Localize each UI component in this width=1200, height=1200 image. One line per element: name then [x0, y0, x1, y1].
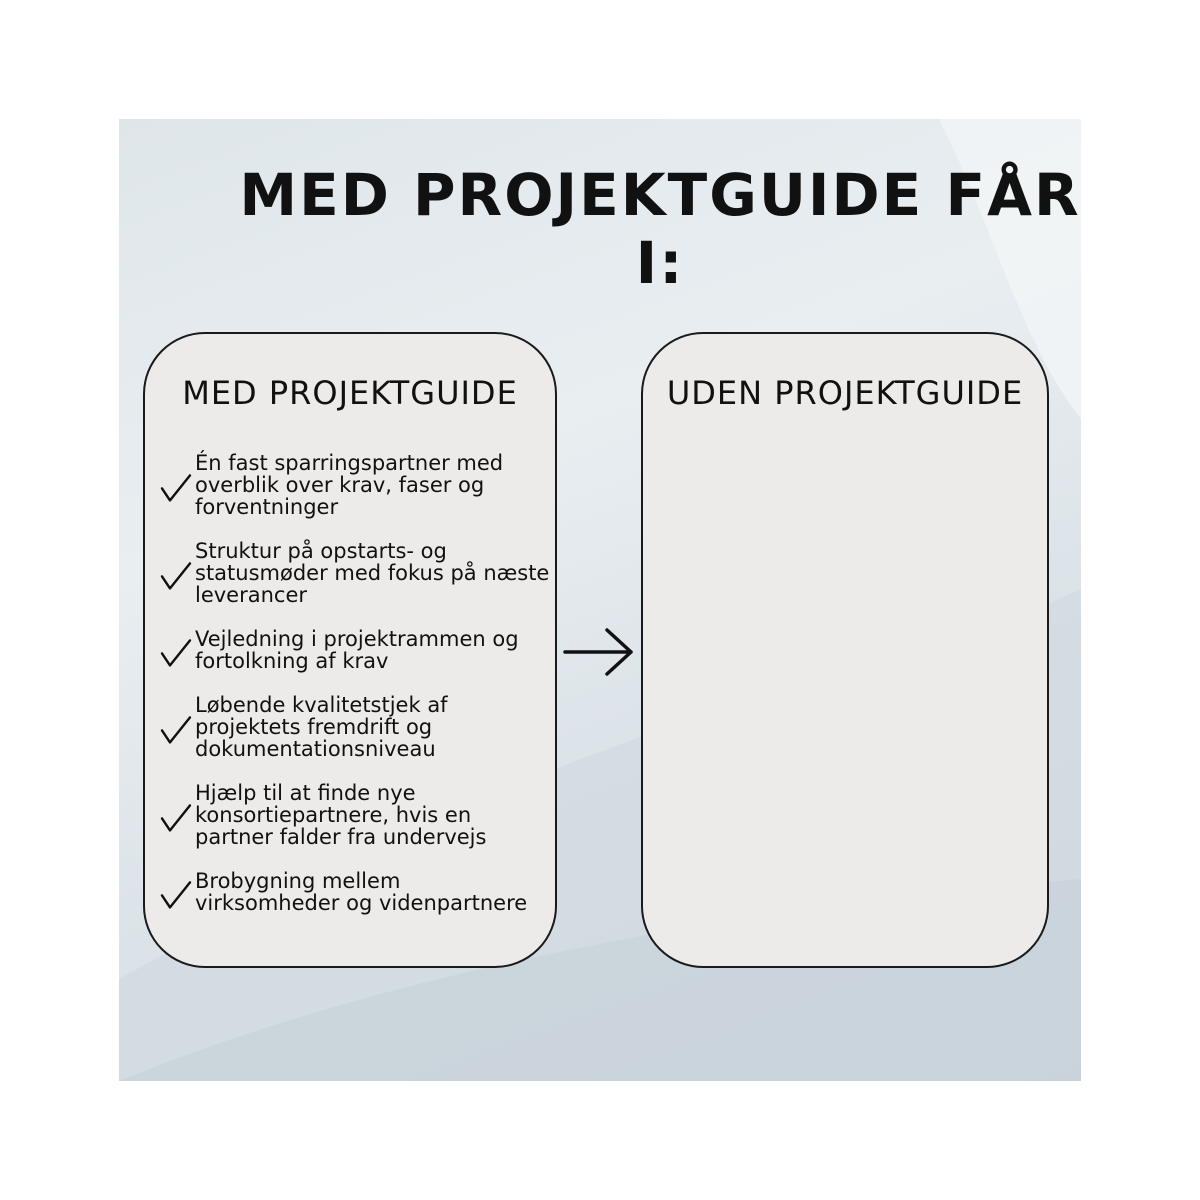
- list-item: [159, 540, 551, 606]
- checkmark-icon: [159, 471, 193, 505]
- arrow-right-icon: [563, 627, 637, 677]
- with-projektguide-panel: [143, 332, 557, 968]
- list-item-text: Hjælp til at finde nye konsortiepartnere, hvis en partner falder fra undervejs: [195, 781, 487, 849]
- benefits-list: [159, 452, 551, 936]
- checkmark-icon: [159, 713, 193, 747]
- list-item: [159, 452, 551, 518]
- with-projektguide-heading: MED PROJEKTGUIDE: [182, 374, 518, 412]
- checkmark-icon: [159, 559, 193, 593]
- infographic-canvas: [119, 119, 1081, 1081]
- list-item-text: Én fast sparringspartner med overblik over krav, faser og forventninger: [195, 451, 504, 519]
- list-item: [159, 694, 551, 760]
- list-item: [159, 782, 551, 848]
- list-item: [159, 628, 551, 672]
- checkmark-icon: [159, 878, 193, 912]
- checkmark-icon: [159, 801, 193, 835]
- list-item-text: Brobygning mellem virksomheder og videnpartnere: [195, 869, 528, 915]
- page-title: MED PROJEKTGUIDE FÅR I:: [239, 161, 1081, 297]
- list-item: [159, 870, 551, 914]
- without-projektguide-heading: UDEN PROJEKTGUIDE: [666, 374, 1024, 412]
- list-item-text: Løbende kvalitetstjek af projektets fremdrift og dokumentationsniveau: [195, 693, 448, 761]
- list-item-text: Vejledning i projektrammen og fortolkning af krav: [195, 627, 519, 673]
- list-item-text: Struktur på opstarts- og statusmøder med fokus på næste leverancer: [195, 539, 550, 607]
- without-projektguide-panel: [641, 332, 1049, 968]
- checkmark-icon: [159, 636, 193, 670]
